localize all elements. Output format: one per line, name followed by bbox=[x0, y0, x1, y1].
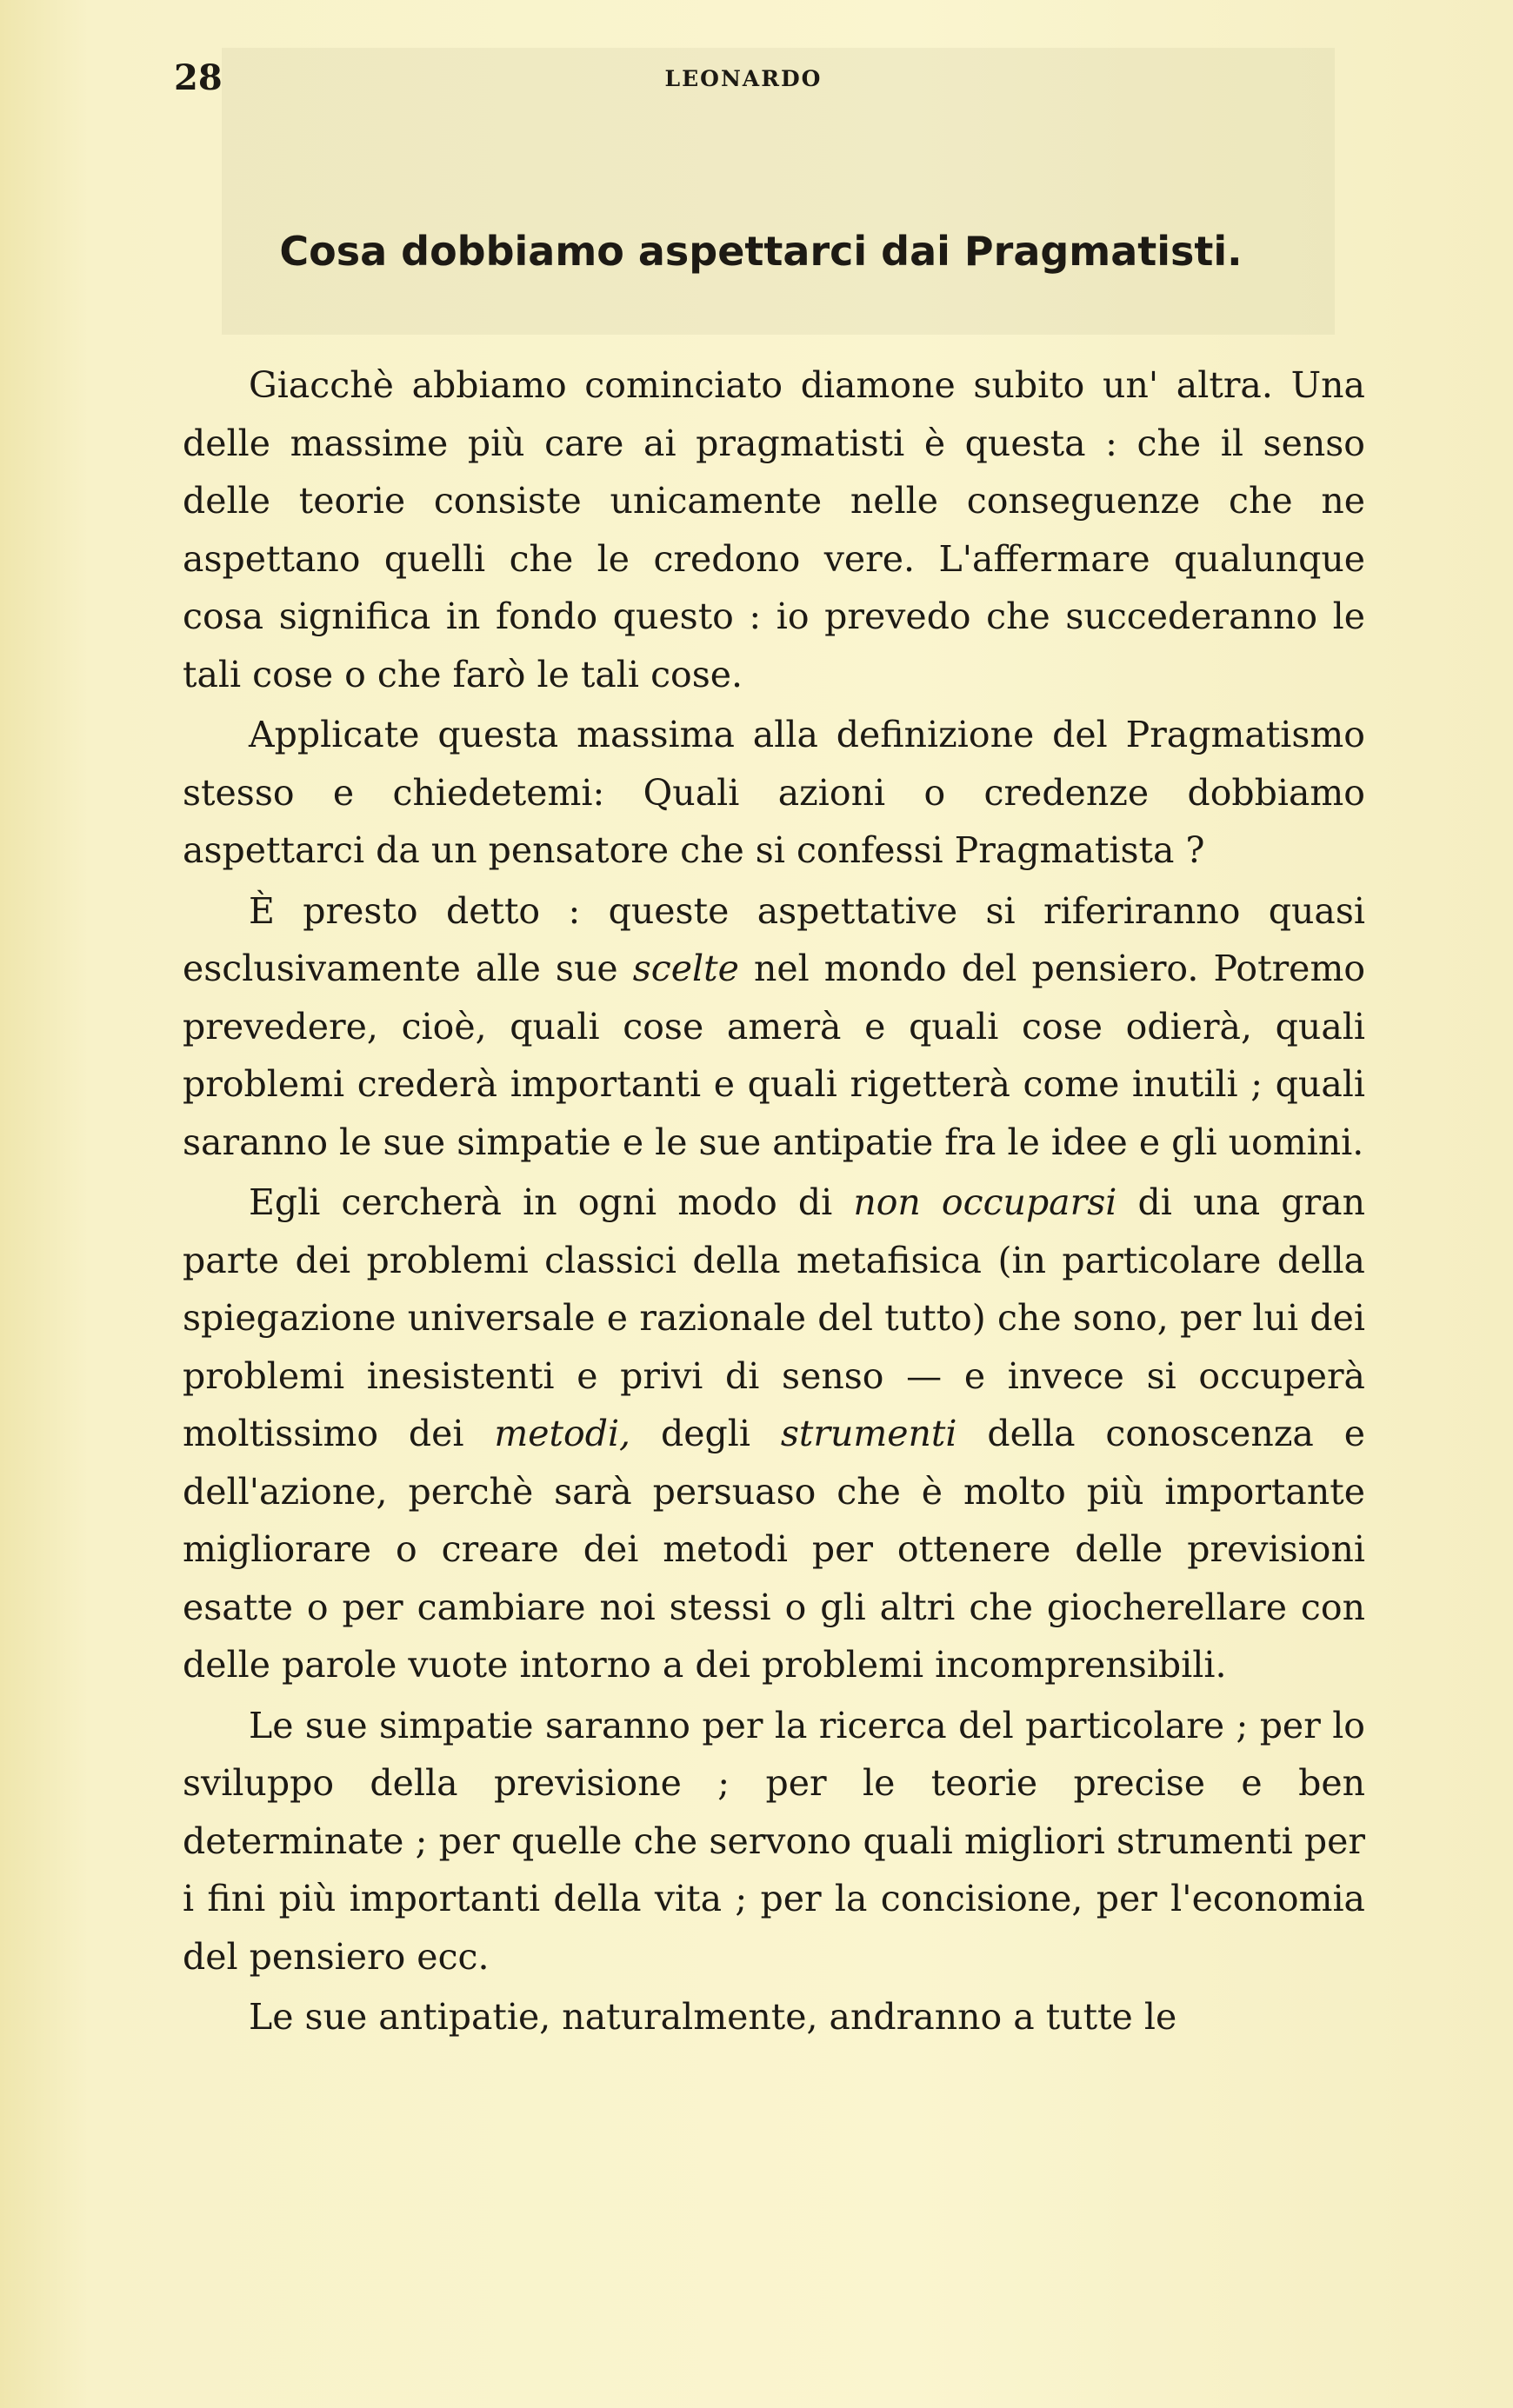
paragraph-5: Le sue simpatie saranno per la ricerca del particolare ; per lo sviluppo della previsione ; per le teorie precise e ben determinate ; per quelle che servono quali migliori strumenti per i fini più importanti della vita ; per la concisione, per l'economia del pensiero ecc. bbox=[183, 1704, 1365, 1978]
text-run: di una gran parte dei problemi classici della metafisica (in particolare della spiegazione universale e razionale del tutto) che sono, per lui dei problemi inesistenti e privi di senso — e invece si occuperà moltissimo dei bbox=[183, 1181, 1365, 1454]
page-number: 28 bbox=[174, 57, 223, 98]
paragraph-2: Applicate questa massima alla definizione del Pragmatismo stesso e chiedetemi: Quali azioni o credenze dobbiamo aspettarci da un pensatore che si confessi Pragmatista ? bbox=[183, 714, 1365, 871]
paragraph-6: Le sue antipatie, naturalmente, andranno a tutte le bbox=[249, 1996, 1177, 2038]
text-run: nel mondo del pensiero. Potremo prevedere, cioè, quali cose amerà e quali cose odierà, quali problemi crederà importanti e quali rigetterà come inutili ; quali saranno le sue simpatie e le sue antipatie fra le idee e gli uomini. bbox=[183, 948, 1366, 1163]
italic-term: strumenti bbox=[780, 1413, 957, 1454]
page-header bbox=[174, 57, 1313, 110]
paragraph-4 bbox=[183, 1174, 1365, 1694]
text-run: degli bbox=[630, 1413, 781, 1454]
text-run: della conoscenza e dell'azione, perchè sarà persuaso che è molto più importante migliorare o creare dei metodi per ottenere delle previsioni esatte o per cambiare noi stessi o gli altri che giocherellare con delle parole vuote intorno a dei problemi incomprensibili. bbox=[183, 1413, 1366, 1686]
italic-term: metodi, bbox=[494, 1413, 631, 1454]
text-run: È presto detto : queste aspettative si riferiranno quasi esclusivamente alle sue bbox=[183, 889, 1365, 989]
article-body bbox=[183, 356, 1365, 2046]
italic-term: scelte bbox=[632, 948, 739, 989]
text-run: Egli cercherà in ogni modo di bbox=[249, 1181, 854, 1223]
paragraph-1: Giacchè abbiamo cominciato diamone subito un' altra. Una delle massime più care ai pragmatisti è questa : che il senso delle teorie consiste unicamente nelle conseguenze che ne aspettano quelli che le credono vere. L'affermare qualunque cosa significa in fondo questo : io prevedo che succederanno le tali cose o che farò le tali cose. bbox=[183, 364, 1365, 695]
running-head: LEONARDO bbox=[664, 66, 823, 91]
article-title: Cosa dobbiamo aspettarci dai Pragmatisti. bbox=[279, 228, 1243, 275]
paragraph-3 bbox=[183, 882, 1365, 1172]
italic-term: non occuparsi bbox=[853, 1181, 1117, 1223]
